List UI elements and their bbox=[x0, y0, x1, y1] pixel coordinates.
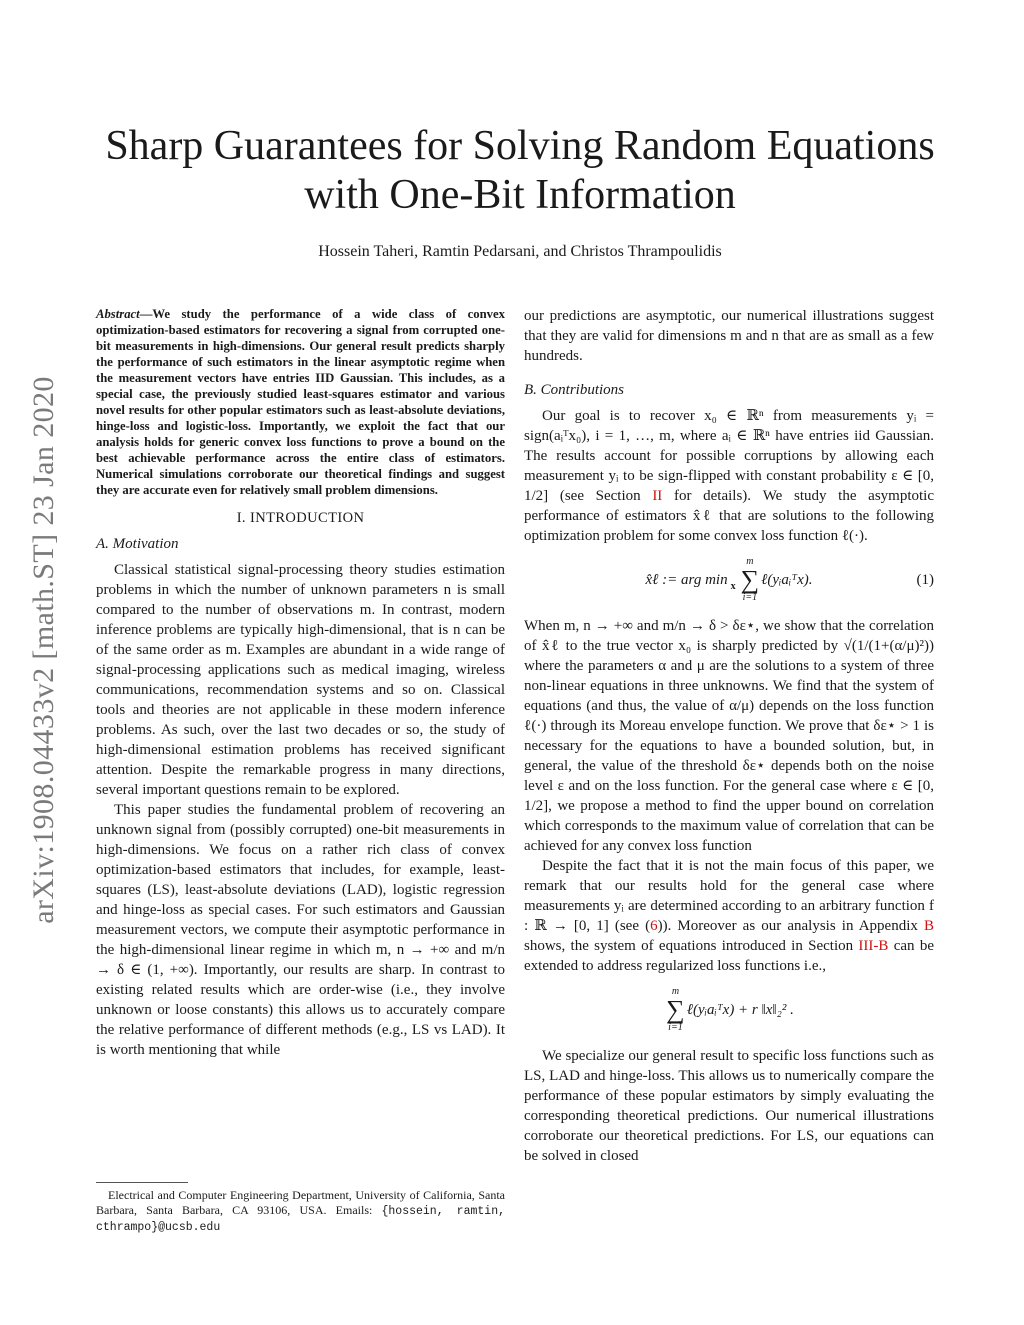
paragraph-contributions-1 bbox=[524, 406, 934, 546]
paragraph-contributions-3-c: shows, the system of equations introduced in Section bbox=[524, 938, 854, 954]
equation-2-sum-upper: m bbox=[671, 986, 680, 997]
arxiv-identifier-text: arXiv:1908.04433v2 [math.ST] 23 Jan 2020 bbox=[27, 376, 61, 924]
arxiv-identifier-stamp bbox=[22, 340, 66, 960]
equation-1-number: (1) bbox=[916, 572, 934, 588]
paper-title: Sharp Guarantees for Solving Random Equations with One-Bit Information bbox=[105, 123, 935, 218]
paragraph-motivation-2: This paper studies the fundamental problem of recovering an unknown signal from (possibly corrupted) one-bit measurements in high-dimensions. We focus on a rather rich class of convex optimization-based estimators that includes, for example, least-squares (LS), least-absolute deviations (LAD), logistic regression and hinge-loss as special cases. For such estimators and Gaussian measurement vectors, we compute their asymptotic performance in the high-dimensional linear regime in which m, n → +∞ and m/n → δ ∈ (1, +∞). Importantly, our results are sharp. In contrast to existing related results which are order-wise (i.e., they involve unknown or loose constants) this allows us to accurately compare the relative performance of different methods (e.g., LS vs LAD). It is worth mentioning that while bbox=[96, 802, 505, 1058]
equation-1-sum bbox=[741, 557, 760, 603]
equation-1-lhs: x̂ℓ := arg min bbox=[645, 572, 728, 588]
appendix-ref-link[interactable]: B bbox=[923, 918, 934, 934]
equation-2-sum-lower: i=1 bbox=[668, 1022, 683, 1033]
equation-2-sum bbox=[666, 987, 685, 1033]
paragraph-contributions-3-a: Despite the fact that it is not the main focus of this paper, we remark that our results hold for the general case where measurements yᵢ are determined according to an arbitrary function f : ℝ → [0, 1] (see ( bbox=[524, 858, 934, 934]
equation-1 bbox=[524, 556, 934, 604]
paragraph-contributions-1-end: for details). We study the asymptotic performance of estimators x̂ℓ that are solutions to the following optimization problem for some convex loss function ℓ(·). bbox=[524, 488, 934, 544]
footnote-affiliation bbox=[96, 1188, 505, 1235]
subsection-motivation: A. Motivation bbox=[96, 536, 179, 552]
equation-1-argmin bbox=[731, 568, 736, 592]
paragraph-contributions-3-d: can be extended to address regularized loss functions i.e., bbox=[524, 938, 934, 974]
section-ref-link[interactable]: II bbox=[652, 488, 663, 504]
equation-2-body: ℓ(yᵢaᵢᵀx) + r ‖x‖₂² . bbox=[686, 1002, 794, 1018]
abstract-label: Abstract bbox=[96, 307, 140, 321]
equation-1-argmin-subscript: x bbox=[730, 581, 736, 592]
equation-ref-link[interactable]: 6 bbox=[650, 918, 658, 934]
section-heading-introduction: I. INTRODUCTION bbox=[236, 510, 365, 526]
paragraph-contributions-1-text: Our goal is to recover x₀ ∈ ℝⁿ from measurements yᵢ = sign(aᵢᵀx₀), i = 1, …, m, where aᵢ ∈ ℝⁿ have entries iid Gaussian. The results account for possible corruptions by allowing each measurement yᵢ to be sign-flipped with constant probability ε ∈ [0, 1/2] (see Section bbox=[524, 408, 934, 504]
paragraph-contributions-4: We specialize our general result to specific loss functions such as LS, LAD and hinge-loss. This allows us to numerically compare the performance of these popular estimators by simply evaluating the corresponding theoretical predictions. Our numerical illustrations corroborate our theoretical predictions. For LS, our equations can be solved in closed bbox=[524, 1048, 934, 1164]
sum-symbol: ∑ bbox=[740, 565, 760, 594]
equation-1-sum-upper: m bbox=[746, 556, 754, 567]
equation-2 bbox=[524, 986, 934, 1034]
abstract bbox=[96, 306, 505, 498]
footnote-divider bbox=[96, 1182, 188, 1183]
paragraph-contributions-3-b: )). Moreover as our analysis in Appendix bbox=[657, 918, 918, 934]
paper-authors: Hossein Taheri, Ramtin Pedarsani, and Christos Thrampoulidis bbox=[318, 243, 722, 260]
subsection-contributions: B. Contributions bbox=[524, 382, 625, 398]
abstract-text: —We study the performance of a wide class of convex optimization-based estimators for recovering a signal from corrupted one-bit measurements in high-dimensions. Our general result predicts sharply the performance of such estimators in the linear asymptotic regime when the measurement vectors have entries IID Gaussian. This includes, as a special case, the previously studied least-squares estimator and various novel results for other popular estimators such as least-absolute deviations, hinge-loss and logistic-loss. Importantly, we exploit the fact that our analysis holds for generic convex loss functions to prove a bound on the best achievable performance across the entire class of estimators. Numerical simulations corroborate our theoretical findings and suggest they are accurate even for relatively small problem dimensions. bbox=[96, 307, 505, 497]
paragraph-continuation: our predictions are asymptotic, our numerical illustrations suggest that they are valid for dimensions m and n that are as small as a few hundreds. bbox=[524, 308, 934, 364]
paragraph-motivation-1: Classical statistical signal-processing theory studies estimation problems in which the number of unknown parameters n is small compared to the number of observations m. In contrast, modern inference problems are typically high-dimensional, that is n can be of the same order as m. Examples are abundant in a wide range of signal-processing applications such as medical imaging, wireless communications, recommendation systems and so on. Classical tools and theories are not applicable in these modern inference problems. As such, over the last two decades or so, the study of high-dimensional estimation problems has received significant attention. Despite the remarkable progress in many directions, several important questions remain to be explored. bbox=[96, 562, 505, 798]
footnote-emails: {hossein, ramtin, cthrampo}@ucsb.edu bbox=[96, 1205, 505, 1234]
paragraph-contributions-3 bbox=[524, 856, 934, 976]
left-column bbox=[96, 306, 505, 1060]
paragraph-contributions-2: When m, n → +∞ and m/n → δ > δε⋆, we show that the correlation of x̂ℓ to the true vector x₀ is sharply predicted by √(1/(1+(α/μ)²)) where the parameters α and μ are the solutions to a system of three non-linear equations in three unknowns. We find that the system of equations (and thus, the value of α/μ) depends on the loss function ℓ(·) through its Moreau envelope function. We prove that δε⋆ > 1 is necessary for the equations to have a bounded solution, but, in general, the value of the threshold δε⋆ depends both on the noise level ε and on the loss function. For the general case where ε ∈ [0, 1/2], we propose a method to find the upper bound on correlation which corresponds to the maximum value of correlation that can be achieved for any convex loss function bbox=[524, 618, 934, 854]
right-column bbox=[524, 306, 934, 1166]
equation-1-sum-lower: i=1 bbox=[742, 592, 758, 603]
footnote-text: Electrical and Computer Engineering Department, University of California, Santa Barbara, Santa Barbara, CA 93106, USA. Emails: bbox=[96, 1188, 505, 1217]
section-iiib-ref-link[interactable]: III-B bbox=[858, 938, 889, 954]
sum-symbol: ∑ bbox=[666, 995, 685, 1024]
equation-1-rhs: ℓ(yᵢaᵢᵀx). bbox=[761, 572, 813, 588]
